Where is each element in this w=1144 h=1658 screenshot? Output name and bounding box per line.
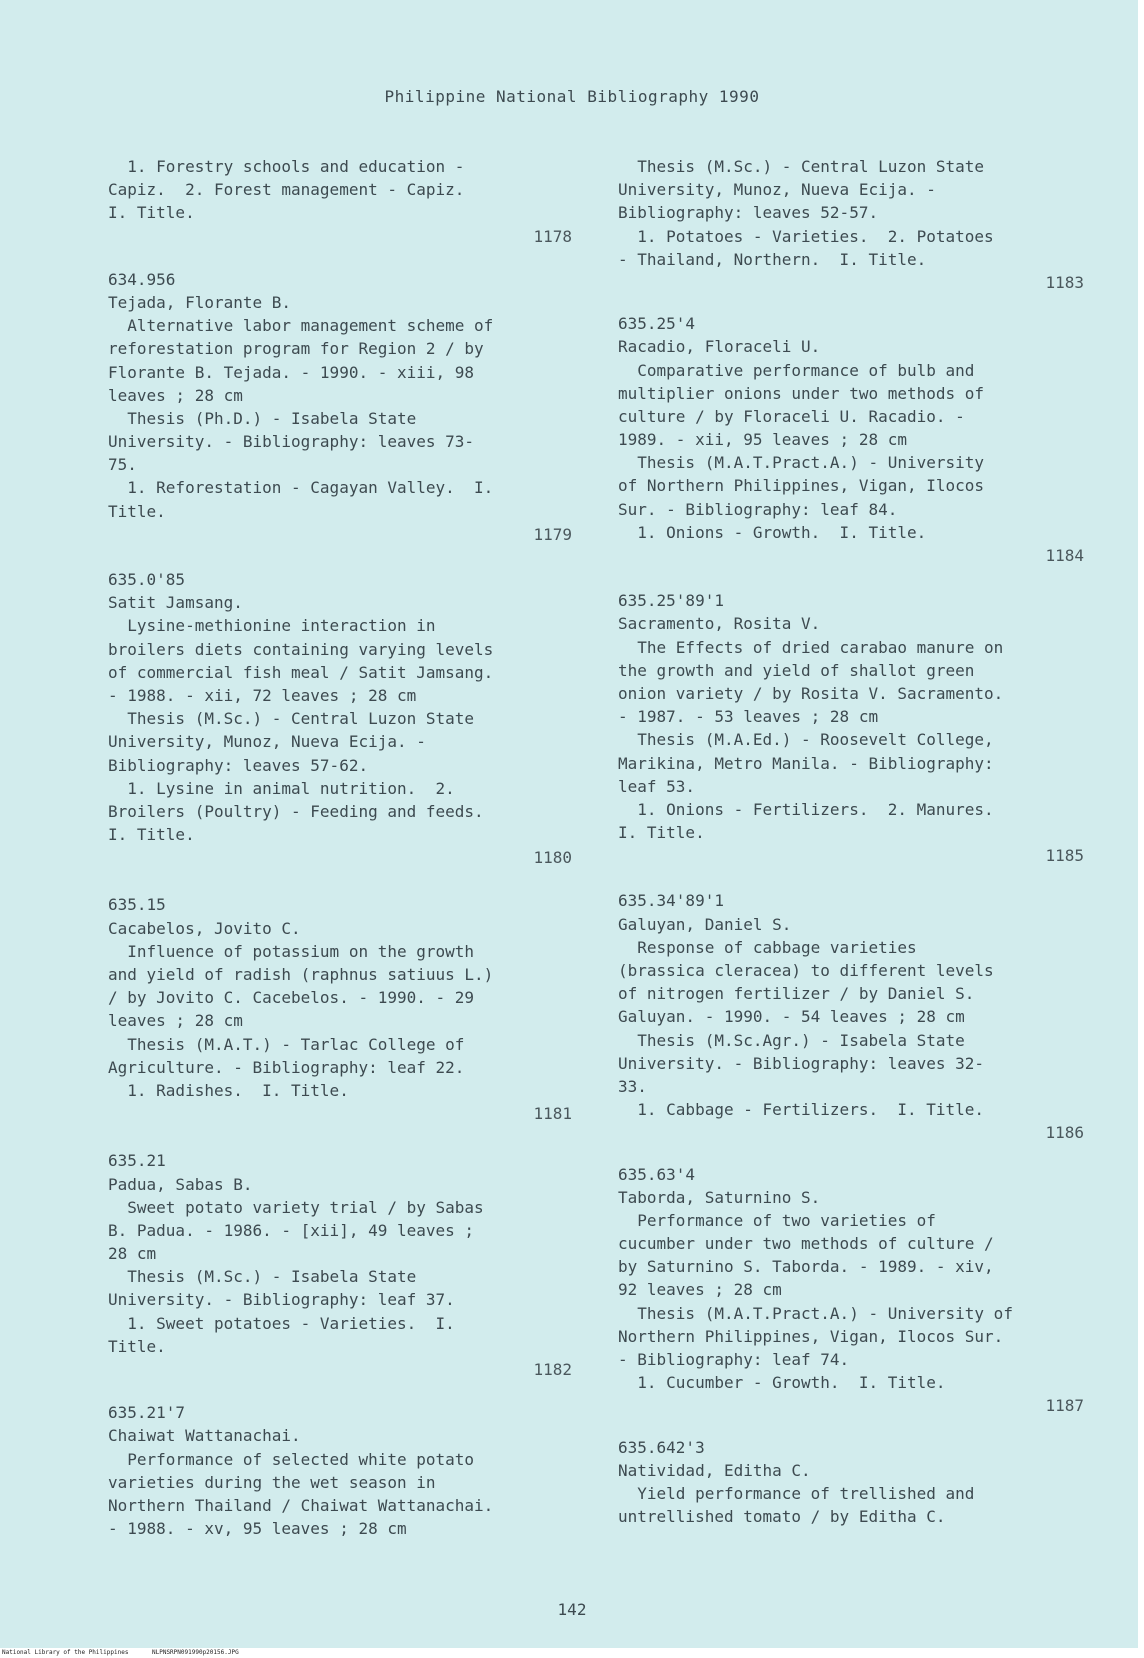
entry-line: 75. (108, 455, 137, 475)
entry-line: 635.642'3 (618, 1437, 705, 1457)
entry-line: multiplier onions under two methods of (618, 383, 985, 403)
entry-line: 635.0'85 (108, 570, 186, 589)
entry-line: Thesis (M.A.T.Pract.A.) - University of (618, 1303, 1013, 1323)
entry-line: leaves ; 28 cm (108, 385, 243, 405)
page-number: 142 (557, 1600, 587, 1619)
bibliographic-entry (618, 589, 1084, 867)
entry-line: / by Jovito C. Cacebelos. - 1990. - 29 (108, 988, 475, 1008)
bibliographic-entry (618, 1163, 1084, 1418)
entry-number: 1184 (1045, 546, 1084, 565)
entry-line: Sweet potato variety trial / by Sabas (108, 1197, 484, 1217)
bibliographic-entry (108, 268, 572, 546)
entry-line: - Bibliography: leaf 74. (618, 1350, 850, 1369)
entry-line: 635.21 (108, 1151, 166, 1171)
entry-line: cucumber under two methods of culture / (618, 1234, 994, 1254)
entry-line: Satit Jamsang. (108, 593, 243, 613)
entry-line: Thesis (M.A.Ed.) - Roosevelt College, (618, 730, 994, 750)
entry-line: Sacramento, Rosita V. (618, 614, 821, 634)
entry-line: 1. Radishes. I. Title. (108, 1080, 349, 1100)
entry-line: Performance of two varieties of (618, 1210, 936, 1230)
entry-line: 635.34'89'1 (618, 891, 724, 911)
entry-line: University. - Bibliography: leaves 73- (108, 432, 475, 452)
entry-line: 635.21'7 (108, 1403, 186, 1423)
right-column (618, 155, 1084, 1528)
entry-line: 1. Lysine in animal nutrition. 2. (108, 778, 455, 798)
entry-line: - 1988. - xii, 72 leaves ; 28 cm (108, 685, 417, 705)
bibliographic-entry (108, 1149, 572, 1381)
entry-line: Thesis (M.Sc.) - Central Luzon State (108, 709, 475, 729)
entry-number: 1179 (533, 524, 572, 544)
entry-line: Chaiwat Wattanachai. (108, 1426, 301, 1446)
entry-line: broilers diets containing varying levels (108, 639, 494, 659)
entry-line: Comparative performance of bulb and (618, 360, 975, 380)
entry-line: Thesis (M.Sc.Agr.) - Isabela State (618, 1030, 965, 1050)
entry-line: University. - Bibliography: leaf 37. (108, 1290, 455, 1310)
entry-line: reforestation program for Region 2 / by (108, 339, 484, 359)
entry-number: 1186 (1045, 1123, 1084, 1143)
entry-line: Yield performance of trellished and (618, 1483, 975, 1503)
page-edge (1138, 0, 1144, 1658)
entry-line: of commercial fish meal / Satit Jamsang. (108, 662, 494, 682)
entry-line: Florante B. Tejada. - 1990. - xiii, 98 (108, 362, 475, 382)
entry-line: onion variety / by Rosita V. Sacramento. (618, 683, 1004, 703)
entry-line: (brassica cleracea) to different levels (618, 961, 994, 980)
entry-number: 1181 (533, 1104, 572, 1124)
entry-line: Title. (108, 1336, 166, 1356)
entry-line: Thesis (M.Sc.) - Isabela State (108, 1267, 417, 1287)
entry-line: 635.15 (108, 895, 166, 915)
entry-line: Northern Philippines, Vigan, Ilocos Sur. (618, 1326, 1004, 1346)
entry-line: Response of cabbage varieties (618, 937, 917, 957)
entry-line: Bibliography: leaves 57-62. (108, 755, 369, 775)
entry-line: culture / by Floraceli U. Racadio. - (618, 406, 965, 426)
entry-line: University. - Bibliography: leaves 32- (618, 1053, 985, 1073)
entry-line: I. Title. (108, 825, 195, 845)
entry-line: Agriculture. - Bibliography: leaf 22. (108, 1057, 465, 1077)
entry-line: 634.956 (108, 269, 176, 289)
entry-line: Bibliography: leaves 52-57. (618, 203, 879, 223)
entry-line: of Northern Philippines, Vigan, Ilocos (618, 476, 985, 496)
entry-line: University, Munoz, Nueva Ecija. - (618, 180, 936, 200)
entry-line: 28 cm (108, 1244, 157, 1264)
entry-line: I. Title. (108, 203, 195, 223)
entry-number: 1187 (1045, 1396, 1084, 1416)
entry-line: 1. Onions - Growth. I. Title. (618, 522, 927, 542)
entry-line: Padua, Sabas B. (108, 1174, 253, 1194)
entry-line: Title. (108, 501, 166, 521)
entry-line: 1. Forestry schools and education - (108, 157, 465, 176)
entry-line: and yield of radish (raphnus satiuus L.) (108, 965, 494, 984)
entry-line: 92 leaves ; 28 cm (618, 1280, 782, 1300)
entry-line: the growth and yield of shallot green (618, 660, 975, 680)
entry-line: Cacabelos, Jovito C. (108, 918, 301, 938)
entry-line: untrellished tomato / by Editha C. (618, 1507, 946, 1527)
entry-line: 1. Cabbage - Fertilizers. I. Title. (618, 1100, 985, 1120)
entry-line: - Thailand, Northern. I. Title. (618, 249, 927, 269)
entry-line: Taborda, Saturnino S. (618, 1187, 821, 1207)
entry-line: University, Munoz, Nueva Ecija. - (108, 732, 426, 752)
entry-line: varieties during the wet season in (108, 1472, 436, 1492)
entry-line: B. Padua. - 1986. - [xii], 49 leaves ; (108, 1220, 475, 1240)
entry-line: - 1987. - 53 leaves ; 28 cm (618, 707, 879, 727)
entry-line: 1. Reforestation - Cagayan Valley. I. (108, 478, 494, 498)
entry-number: 1185 (1045, 846, 1084, 866)
entry-line: Sur. - Bibliography: leaf 84. (618, 499, 898, 519)
bibliographic-entry (108, 568, 572, 869)
bibliographic-entry (618, 1436, 1084, 1529)
entry-line: 1. Potatoes - Varieties. 2. Potatoes (618, 226, 994, 246)
footer-library: National Library of the Philippines (2, 1649, 129, 1656)
entry-line: Capiz. 2. Forest management - Capiz. (108, 180, 465, 200)
entry-line: Marikina, Metro Manila. - Bibliography: (618, 753, 994, 773)
page-title: Philippine National Bibliography 1990 (384, 87, 760, 106)
entry-line: 33. (618, 1076, 647, 1096)
entry-line: 635.63'4 (618, 1164, 696, 1184)
entry-line: Performance of selected white potato (108, 1449, 475, 1469)
entry-line: - 1988. - xv, 95 leaves ; 28 cm (108, 1519, 407, 1539)
entry-number: 1183 (1045, 272, 1084, 292)
bibliographic-entry (618, 312, 1084, 567)
entry-line: Alternative labor management scheme of (108, 316, 494, 336)
bibliographic-entry (108, 155, 572, 248)
left-column (108, 155, 572, 1540)
entry-line: Racadio, Floraceli U. (618, 337, 821, 357)
entry-line: Galuyan, Daniel S. (618, 914, 792, 934)
entry-line: Natividad, Editha C. (618, 1460, 811, 1480)
entry-line: Thesis (Ph.D.) - Isabela State (108, 408, 417, 428)
entry-line: Influence of potassium on the growth (108, 941, 475, 961)
entry-line: of nitrogen fertilizer / by Daniel S. (618, 984, 975, 1004)
entry-line: Galuyan. - 1990. - 54 leaves ; 28 cm (618, 1007, 965, 1027)
bibliographic-entry (108, 893, 572, 1125)
scan-footer (0, 1648, 1144, 1658)
entry-line: Broilers (Poultry) - Feeding and feeds. (108, 801, 484, 821)
entry-line: I. Title. (618, 823, 705, 843)
entry-line: by Saturnino S. Taborda. - 1989. - xiv, (618, 1257, 994, 1277)
entry-line: The Effects of dried carabao manure on (618, 637, 1004, 657)
entry-number: 1178 (533, 226, 572, 246)
bibliographic-entry (108, 1401, 572, 1540)
entry-line: Thesis (M.Sc.) - Central Luzon State (618, 157, 985, 176)
entry-line: 1. Cucumber - Growth. I. Title. (618, 1373, 946, 1393)
entry-line: 635.25'4 (618, 314, 696, 334)
footer-file: NLPNSRPN091990p20156.JPG (152, 1649, 239, 1656)
entry-line: Thesis (M.A.T.) - Tarlac College of (108, 1034, 465, 1054)
bibliographic-entry (618, 155, 1084, 294)
entry-line: Tejada, Florante B. (108, 292, 292, 312)
entry-line: 1989. - xii, 95 leaves ; 28 cm (618, 430, 907, 450)
entry-line: 1. Onions - Fertilizers. 2. Manures. (618, 799, 994, 819)
entry-line: 635.25'89'1 (618, 591, 724, 611)
entry-line: Thesis (M.A.T.Pract.A.) - University (618, 453, 985, 473)
entry-line: leaves ; 28 cm (108, 1011, 243, 1031)
entry-line: Northern Thailand / Chaiwat Wattanachai. (108, 1495, 494, 1515)
entry-line: leaf 53. (618, 776, 696, 796)
bibliographic-entry (618, 889, 1084, 1144)
entry-line: 1. Sweet potatoes - Varieties. I. (108, 1313, 455, 1333)
entry-line: Lysine-methionine interaction in (108, 616, 436, 636)
entry-number: 1180 (533, 848, 572, 868)
entry-number: 1182 (533, 1360, 572, 1379)
